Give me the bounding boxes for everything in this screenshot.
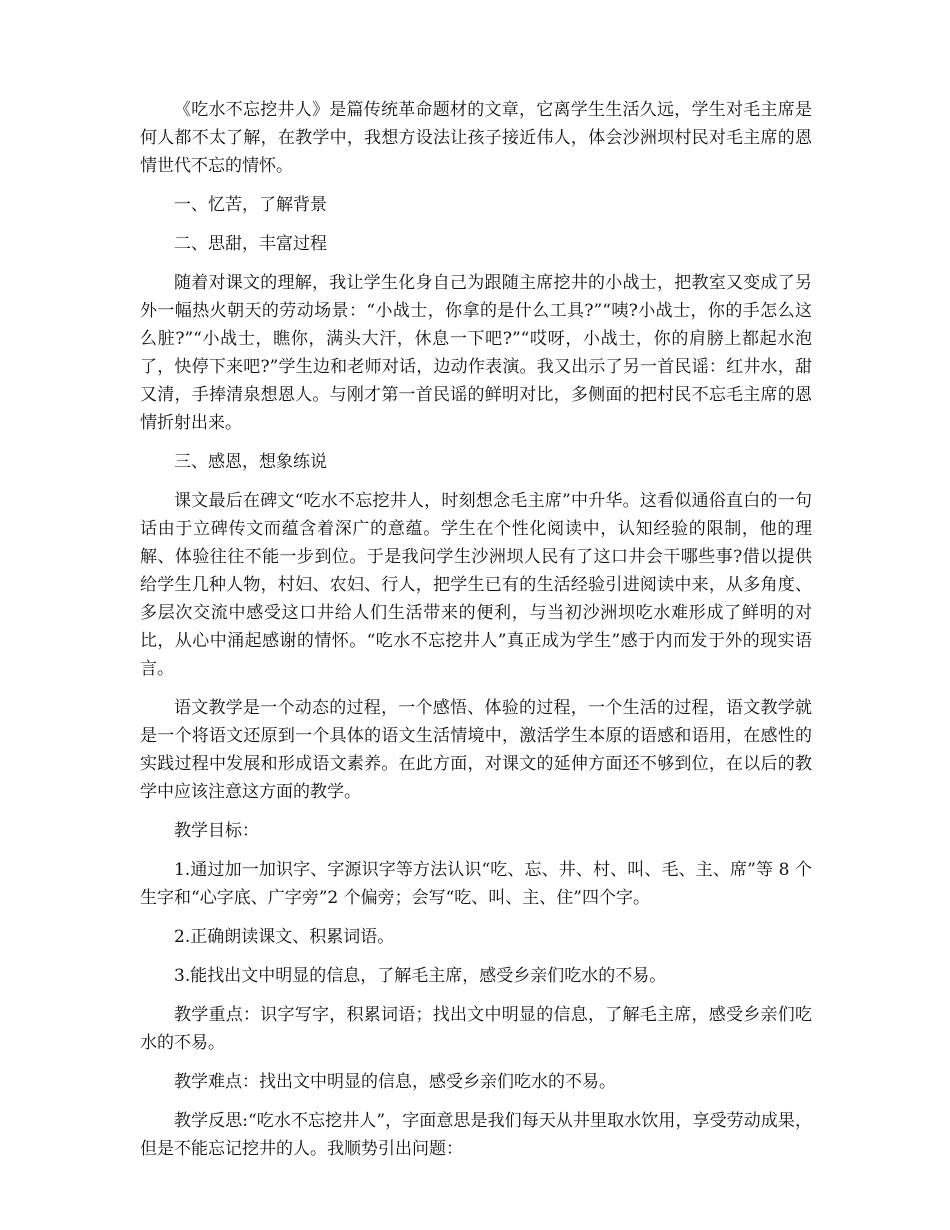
goal-item-2: 2.正确朗读课文、积累词语。 [174,927,395,947]
section-heading-gratitude: 三、感恩，想象练说 [174,452,327,472]
paragraph-role-play: 随着对课文的理解，我让学生化身自己为跟随主席挖井的小战士，把教室又变成了另外一幅热火朝天的劳动场景：“小战士，你拿的是什么工具?”“咦?小战士，你的手怎么这么脏?”“小战士，瞧你，满头大汗，休息一下吧?”“哎呀，小战士，你的肩膀上都起水泡了，快停下来吧?”学生边和老师对话，边动作表演。我又出示了另一首民谣：红井水，甜又清，手捧清泉想恩人。与刚才第一首民谣的鲜明对比，多侧面的把村民不忘毛主席的恩情折射出来。 [140,273,812,433]
paragraph-teaching-reflection: 语文教学是一个动态的过程，一个感悟、体验的过程，一个生活的过程，语文教学就是一个将语文还原到一个具体的语文生活情境中，激活学生本原的语感和语用，在感性的实践过程中发展和形成语文素养。在此方面，对课文的延伸方面还不够到位，在以后的教学中应该注意这方面的教学。 [140,698,812,802]
section-heading-recall: 一、忆苦，了解背景 [174,195,327,215]
paragraph-intro: 《吃水不忘挖井人》是篇传统革命题材的文章，它离学生生活久远，学生对毛主席是何人都不太了解，在教学中，我想方设法让孩子接近伟人，体会沙洲坝村民对毛主席的恩情世代不忘的情怀。 [140,100,812,176]
paragraph-inscription: 课文最后在碑文“吃水不忘挖井人，时刻想念毛主席”中升华。这看似通俗直白的一句话由于立碑传文而蕴含着深广的意蕴。学生在个性化阅读中，认知经验的限制，他的理解、体验往往不能一步到位。于是我问学生沙洲坝人民有了这口井会干哪些事?借以提供给学生几种人物，村妇、农妇、行人，把学生已有的生活经验引进阅读中来，从多角度、多层次交流中感受这口井给人们生活带来的便利，与当初沙洲坝吃水难形成了鲜明的对比，从心中涌起感谢的情怀。“吃水不忘挖井人”真正成为学生”感于内而发于外的现实语言。 [140,491,812,679]
paragraph-reflection: 教学反思:“吃水不忘挖井人”，字面意思是我们每天从井里取水饮用，享受劳动成果，但是不能忘记挖井的人。我顺势引出问题： [140,1111,812,1159]
paragraph-difficulties: 教学难点：找出文中明显的信息，感受乡亲们吃水的不易。 [174,1072,616,1092]
goal-item-1: 1.通过加一加识字、字源识字等方法认识“吃、忘、井、村、叫、毛、主、席”等 8 个生字和“心字底、广字旁”2 个偏旁；会写“吃、叫、主、住”四个字。 [140,860,812,908]
document-body [140,96,812,1174]
paragraph-key-points: 教学重点：识字写字，积累词语；找出文中明显的信息，了解毛主席，感受乡亲们吃水的不易。 [140,1005,812,1053]
goal-item-3: 3.能找出文中明显的信息，了解毛主席，感受乡亲们吃水的不易。 [174,966,667,986]
heading-teaching-goals: 教学目标： [174,821,259,841]
section-heading-process: 二、思甜，丰富过程 [174,234,327,254]
